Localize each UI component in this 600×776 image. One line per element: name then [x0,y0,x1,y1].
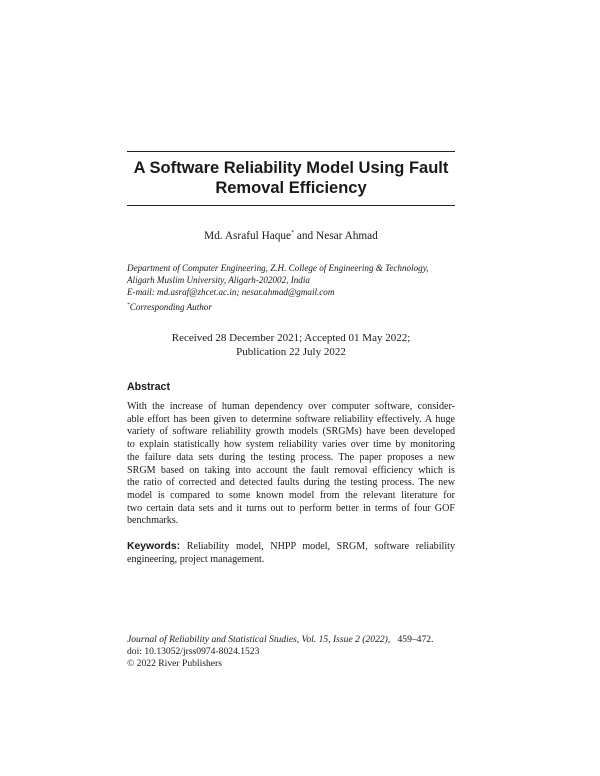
affiliation-block [127,262,467,313]
abstract-line: the ratio of corrected and detected faults during the testing process. The new [127,477,455,489]
author-2: Nesar Ahmad [316,229,378,242]
affiliation-line-1: Department of Computer Engineering, Z.H. College of Engineering & Technology, [127,263,429,273]
corresponding-author-mark: * [291,230,295,236]
copyright: © 2022 River Publishers [127,657,222,669]
abstract-heading: Abstract [127,381,170,393]
dates-line-2: Publication 22 July 2022 [236,346,346,358]
corresponding-note-text: Corresponding Author [129,301,212,312]
abstract-line: variety of software reliability growth models (SRGMs) have been developed [127,426,455,438]
author-1: Md. Asraful Haque [204,229,292,242]
author-conjunction: and [294,229,317,242]
keywords-text: Reliability model, NHPP model, SRGM, software reliability engineering, project management. [127,541,455,565]
abstract-body [127,401,455,528]
journal-citation [127,634,467,646]
author-line [127,226,455,243]
abstract-line: benchmarks. [127,515,179,527]
dates-block [127,331,455,359]
abstract-line: SRGM based on taking into account the fault removal efficiency which is [127,464,455,476]
title-rule-bottom [127,205,455,206]
keywords-block [127,541,455,567]
journal-pages: 459–472. [397,634,434,645]
corresponding-author-note [127,299,467,313]
corresponding-note-mark: * [127,301,130,308]
affiliation-email: E-mail: md.asraf@zhcet.ac.in; nesar.ahmad@gmail.com [127,287,335,298]
doi: doi: 10.13052/jrss0974-8024.1523 [127,645,260,657]
title-rule-top [127,151,455,152]
abstract-line: model is compared to some known model from the relevant literature for [127,489,455,501]
journal-name: Journal of Reliability and Statistical Studies, Vol. 15, Issue 2 (2022), [127,634,391,645]
abstract-line: the failure data sets during the testing process. The paper proposes a new [127,451,455,463]
keywords-label: Keywords: [127,541,181,552]
dates-line-1: Received 28 December 2021; Accepted 01 May 2022; [171,332,411,344]
publication-info [127,634,467,669]
abstract-line: to explain statistically how system reliability varies over time by monitoring [127,439,455,451]
affiliation-line-2: Aligarh Muslim University, Aligarh-202002, India [127,275,310,286]
abstract-line: able effort has been given to determine software reliability effectively. A huge [127,413,455,425]
paper-title: A Software Reliability Model Using Fault Removal Efficiency [133,159,449,197]
abstract-line: two certain data sets and it turns out to perform better in terms of four GOF [127,502,455,514]
abstract-line: With the increase of human dependency over computer software, consider- [127,401,455,412]
